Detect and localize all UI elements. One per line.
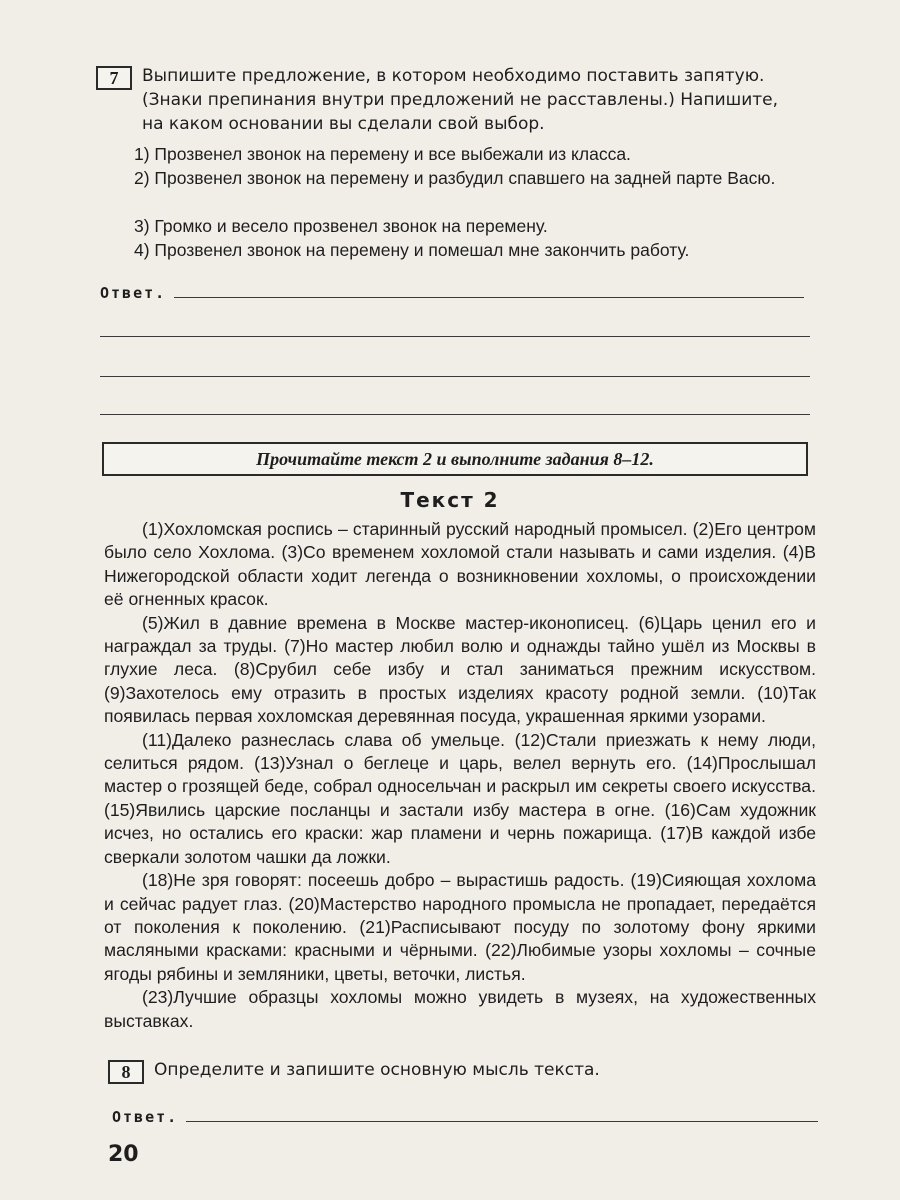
task-8-answer <box>112 1108 818 1126</box>
task-7-prompt: Выпишите предложение, в котором необходимо поставить запятую. (Знаки препинания внутри предложений не расставлены.) Напишите, на каком основании вы сделали свой выбор. <box>142 66 779 134</box>
task-8-number: 8 <box>108 1060 144 1084</box>
paragraph: (18)Не зря говорят: посеешь добро – вырастишь радость. (19)Сияющая хохлома и сейчас радует глаз. (20)Мастерство народного промысла не пропадает, передаётся от поколения к поколению. (21)Расписывают посуду по золотому фону яркими масляными красками: красными и чёрными. (22)Любимые узоры хохломы – сочные ягоды рябины и земляники, цветы, веточки, листья. <box>104 870 816 984</box>
answer-line[interactable] <box>174 297 804 298</box>
answer-line[interactable] <box>100 336 810 337</box>
task-7-option-2: 2) Прозвенел звонок на перемену и разбудил спавшего на задней парте Васю. <box>134 168 776 188</box>
page-number: 20 <box>108 1142 139 1167</box>
task-7-option-1: 1) Прозвенел звонок на перемену и все выбежали из класса. <box>134 144 631 164</box>
task-8-prompt: Определите и запишите основную мысль текста. <box>154 1060 600 1080</box>
answer-line[interactable] <box>100 376 810 377</box>
answer-line[interactable] <box>100 414 810 415</box>
answer-line[interactable] <box>186 1121 818 1122</box>
paragraph: (11)Далеко разнеслась слава об умельце. (12)Стали приезжать к нему люди, селиться рядом. (13)Узнал о беглеце и царь, велел вернуть его. (14)Прослышал мастер о грозящей беде, собрал односельчан и раскрыл им секреты своего искусства. (15)Явились царские посланцы и застали избу мастера в огне. (16)Сам художник исчез, но остались его краски: жар пламени и чернь пожарища. (17)В каждой избе сверкали золотом чашки да ложки. <box>104 729 816 867</box>
task-8 <box>108 1058 814 1084</box>
task-7-option-4: 4) Прозвенел звонок на перемену и помешал мне закончить работу. <box>134 240 690 260</box>
text-title: Текст 2 <box>400 488 500 512</box>
task-7 <box>96 64 802 136</box>
paragraph: (23)Лучшие образцы хохломы можно увидеть в музеях, на художественных выставках. <box>104 987 816 1031</box>
task-7-option-3: 3) Громко и весело прозвенел звонок на перемену. <box>134 216 548 236</box>
task-7-answer <box>100 284 804 302</box>
text-body <box>104 518 816 1033</box>
answer-label: Ответ. <box>100 284 167 302</box>
answer-label: Ответ. <box>112 1108 179 1126</box>
paragraph: (1)Хохломская роспись – старинный русский народный промысел. (2)Его центром было село Хохлома. (3)Со временем хохломой стали называть и сами изделия. (4)В Нижегородской области ходит легенда о возникновении хохломы, о происхождении её огненных красок. <box>104 519 816 610</box>
instruction-banner: Прочитайте текст 2 и выполните задания 8–12. <box>102 442 808 476</box>
task-7-number: 7 <box>96 66 132 90</box>
paragraph: (5)Жил в давние времена в Москве мастер-иконописец. (6)Царь ценил его и награждал за труды. (7)Но мастер любил волю и однажды тайно ушёл из Москвы в глухие леса. (8)Срубил себе избу и стал заниматься прежним искусством. (9)Захотелось ему отразить в простых изделиях красоту родной земли. (10)Так появилась первая хохломская деревянная посуда, украшенная яркими узорами. <box>104 612 816 727</box>
